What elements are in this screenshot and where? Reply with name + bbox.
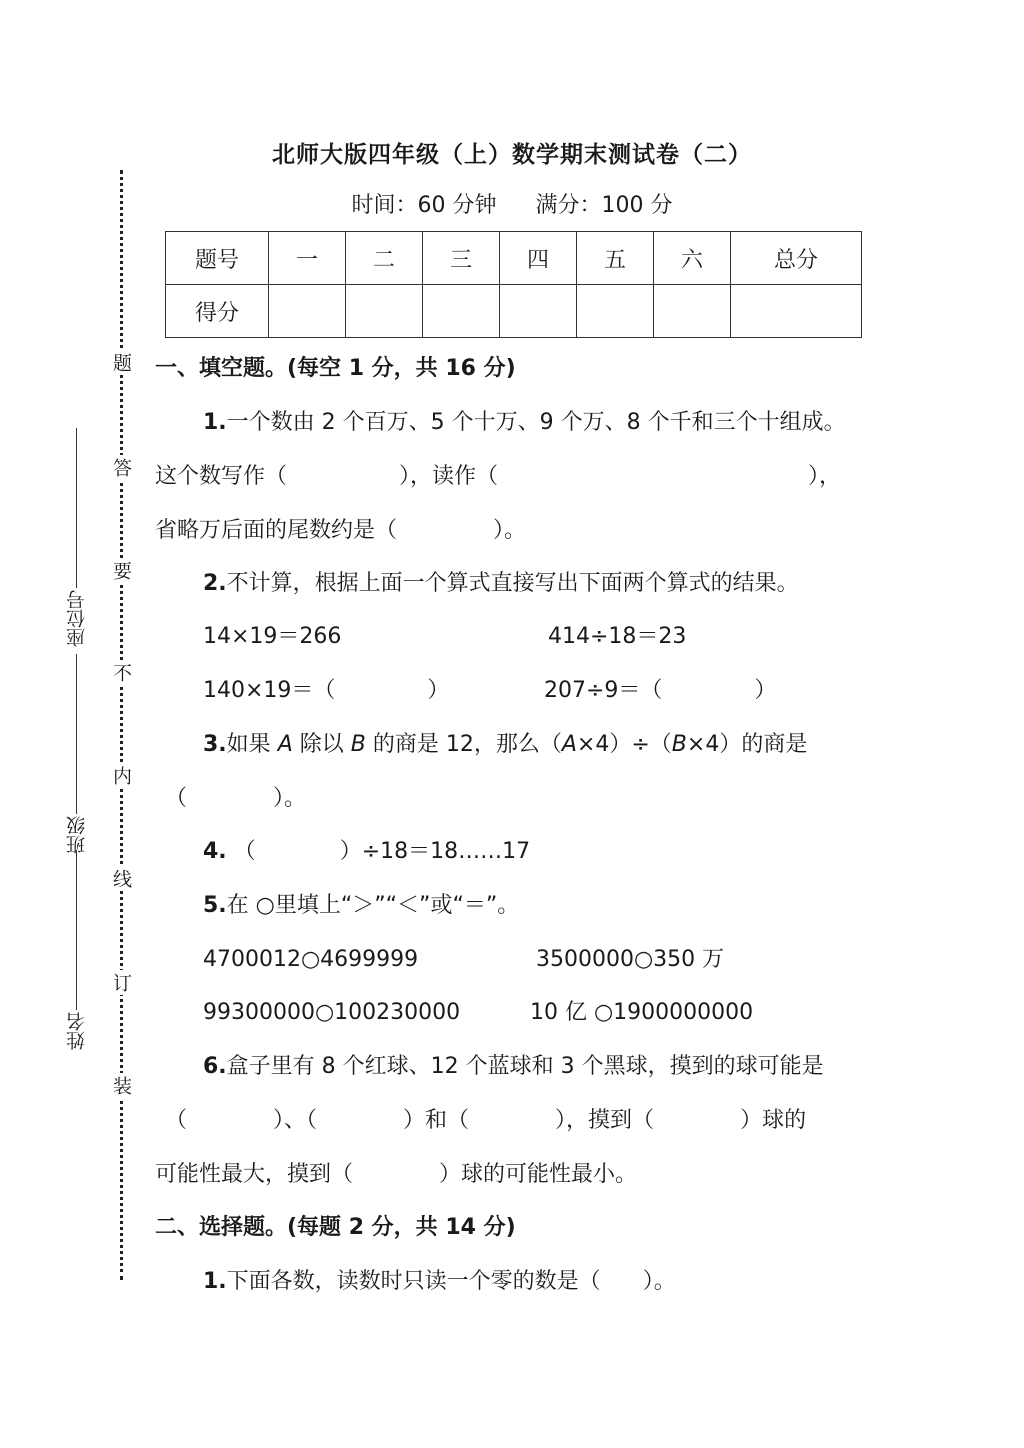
- question-1-line-3: [155, 516, 526, 546]
- score-input-cell[interactable]: [731, 285, 862, 338]
- table-cell: 得分: [166, 285, 269, 338]
- binding-char: 要: [110, 558, 132, 583]
- question-number: 5.: [203, 893, 227, 918]
- question-text: ）球的可能性最小。: [439, 1162, 638, 1187]
- question-number: 6.: [203, 1054, 227, 1079]
- class-line: [77, 654, 78, 814]
- question-text: 如果: [226, 732, 271, 757]
- question-3-line-1: [203, 730, 807, 760]
- variable-a: A: [277, 732, 293, 757]
- seat-number-label: 座位号: [66, 590, 88, 647]
- table-cell: 五: [577, 232, 654, 285]
- binding-char: 线: [110, 866, 132, 891]
- equation-text: 207÷9＝（: [544, 678, 663, 703]
- question-text: ）。: [642, 1269, 676, 1294]
- question-text: 的商是 12，那么（: [372, 732, 562, 757]
- question-6-line-1: [203, 1052, 824, 1082]
- table-cell: 题号: [166, 232, 269, 285]
- score-input-cell[interactable]: [654, 285, 731, 338]
- equation: [544, 676, 776, 706]
- exam-info: [0, 188, 1024, 219]
- table-cell: 六: [654, 232, 731, 285]
- question-text: （: [165, 786, 188, 811]
- question-2-text: [203, 569, 799, 599]
- question-text: 这个数写作（: [155, 464, 288, 489]
- table-cell: 总分: [731, 232, 862, 285]
- variable-b: B: [671, 732, 687, 757]
- table-cell: 四: [500, 232, 577, 285]
- binding-char: 不: [110, 660, 132, 685]
- question-text: 不计算，根据上面一个算式直接写出下面两个算式的结果。: [226, 571, 799, 596]
- question-6-line-3: [155, 1160, 637, 1190]
- question-text: 盒子里有 8 个红球、12 个蓝球和 3 个黑球，摸到的球可能是: [226, 1054, 824, 1079]
- table-cell: 二: [346, 232, 423, 285]
- variable-a: A: [561, 732, 577, 757]
- equation: [203, 676, 449, 706]
- score-table-header-row: [166, 232, 862, 285]
- question-number: 2.: [203, 571, 227, 596]
- comparison[interactable]: 4700012○4699999: [203, 947, 419, 972]
- name-line: [77, 850, 78, 1010]
- question-number: 4.: [203, 839, 227, 864]
- question-text: （: [165, 1108, 188, 1133]
- page-title: 北师大版四年级（上）数学期末测试卷（二）: [272, 142, 752, 168]
- equation-text: 140×19＝（: [203, 678, 336, 703]
- score-input-cell[interactable]: [346, 285, 423, 338]
- question-text: 除以: [299, 732, 344, 757]
- section-heading: 二、选择题。(每题 2 分，共 14 分): [155, 1215, 516, 1240]
- full-score: 满分：100 分: [535, 193, 673, 218]
- equation: 14×19＝266: [203, 624, 342, 649]
- question-1-line-2: [155, 462, 841, 492]
- class-field[interactable]: [66, 654, 88, 854]
- question-1: [203, 1267, 676, 1297]
- question-text: ）球的: [740, 1108, 807, 1133]
- question-3-line-2: [165, 784, 306, 814]
- question-5-text: [203, 891, 519, 921]
- question-text: ）。: [273, 786, 307, 811]
- seat-number-field[interactable]: [66, 428, 88, 647]
- question-text: ），读作（: [399, 464, 499, 489]
- binding-char: 内: [110, 763, 132, 788]
- name-field[interactable]: [66, 850, 88, 1050]
- question-text: ×4）÷（: [576, 732, 672, 757]
- seat-number-line: [77, 428, 78, 588]
- question-text: ），: [808, 464, 842, 489]
- question-number: 1.: [203, 1269, 227, 1294]
- question-4: [203, 837, 530, 867]
- equation: 414÷18＝23: [548, 624, 687, 649]
- binding-char: 订: [110, 970, 132, 995]
- question-1-line-1: [203, 408, 846, 438]
- question-text: ），摸到（: [555, 1108, 655, 1133]
- score-table-score-row: [166, 285, 862, 338]
- question-text: 可能性最大，摸到（: [155, 1162, 354, 1187]
- binding-dotted-line: [120, 170, 123, 1280]
- binding-char: 答: [110, 455, 132, 480]
- name-label: 姓名: [66, 1012, 88, 1050]
- equation-text: ）: [754, 678, 777, 703]
- question-text: 一个数由 2 个百万、5 个十万、9 个万、8 个千和三个十组成。: [226, 410, 846, 435]
- comparison[interactable]: 10 亿 ○1900000000: [530, 1000, 754, 1025]
- question-text: ×4）的商是: [686, 732, 808, 757]
- question-text: ）和（: [403, 1108, 470, 1133]
- score-table: [165, 231, 862, 338]
- score-input-cell[interactable]: [269, 285, 346, 338]
- question-text: 省略万后面的尾数约是（: [155, 518, 398, 543]
- score-input-cell[interactable]: [500, 285, 577, 338]
- question-text: ）。: [493, 518, 527, 543]
- question-text: ）÷18＝18……17: [339, 839, 531, 864]
- table-cell: 三: [423, 232, 500, 285]
- question-6-line-2: [165, 1106, 806, 1136]
- class-label: 班级: [66, 816, 88, 854]
- score-input-cell[interactable]: [423, 285, 500, 338]
- binding-char: 题: [110, 350, 132, 375]
- equation-text: ）: [427, 678, 450, 703]
- question-text: 下面各数，读数时只读一个零的数是（: [226, 1269, 601, 1294]
- question-number: 1.: [203, 410, 227, 435]
- variable-b: B: [350, 732, 366, 757]
- comparison[interactable]: 99300000○100230000: [203, 1000, 461, 1025]
- question-number: 3.: [203, 732, 227, 757]
- binding-char: 装: [110, 1073, 132, 1098]
- table-cell: 一: [269, 232, 346, 285]
- question-text: 在 ○里填上“＞”“＜”或“＝”。: [226, 893, 520, 918]
- question-text: （: [233, 839, 256, 864]
- question-text: ）、（: [273, 1108, 318, 1133]
- comparison[interactable]: 3500000○350 万: [536, 947, 725, 972]
- score-input-cell[interactable]: [577, 285, 654, 338]
- section-heading: 一、填空题。(每空 1 分，共 16 分): [155, 356, 516, 381]
- time-limit: 时间：60 分钟: [351, 193, 497, 218]
